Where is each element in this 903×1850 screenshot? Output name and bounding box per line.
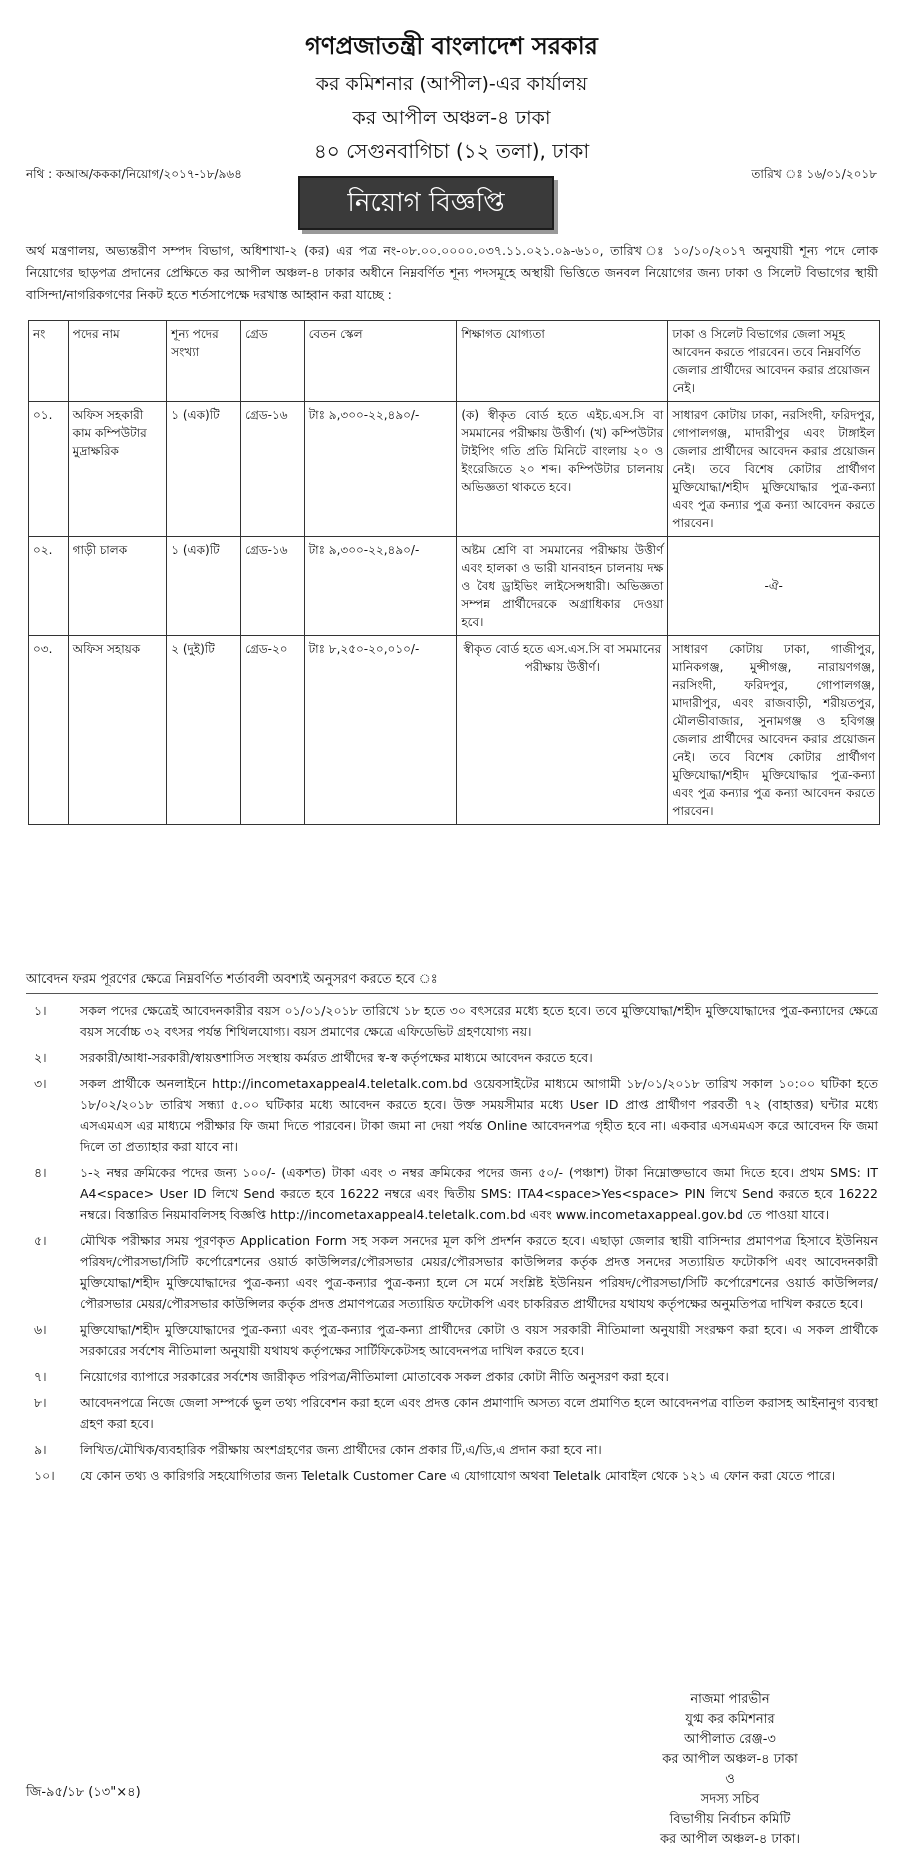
item-number: ৬।	[34, 1322, 47, 1337]
office-address: ৪০ সেগুনবাগিচা (১২ তলা), ঢাকা	[313, 139, 590, 163]
item-text: সকল প্রার্থীকে অনলাইনে http://incometaxappeal4.teletalk.com.bd ওয়েবসাইটের মাধ্যমে আগামী ১৮/০১/২০১৮ তারিখ সকাল ১০:০০ ঘটিকা হতে ১৮/০২/২০১৮ তারিখ সন্ধ্যা ৫.০০ ঘটিকার মধ্যে আবেদন করতে হবে। উক্ত সময়সীমার মধ্যে User ID প্রাপ্ত প্রার্থীগণ পরবর্তী ৭২ (বাহাত্তর) ঘন্টার মধ্যে এসএমএস এর মাধ্যমে পরীক্ষার ফি জমা দিতে পারবেন। টাকা জমা না দেয়া পর্যন্ত Online আবেদনপত্র গৃহীত হবে না। একবার এসএমএস করে আবেদন ফি জমা দিলে তা প্রত্যাহার করা যাবে না।	[80, 1076, 878, 1154]
cell-education: অষ্টম শ্রেণি বা সমমানের পরীক্ষায় উত্তীর্ণ এবং হালকা ও ভারী যানবাহন চালনায় দক্ষ ও বৈধ ড্রাইভিং লাইসেন্সধারী। অভিজ্ঞতা সম্পন্ন প্রার্থীদেরকে অগ্রাধিকার দেওয়া হবে।	[457, 537, 668, 636]
intro-paragraph: অর্থ মন্ত্রণালয়, অভ্যন্তরীণ সম্পদ বিভাগ, অধিশাখা-২ (কর) এর পত্র নং-০৮.০০.০০০০.০৩৭.১১.০২১.০৯-৬১০, তারিখ ঃ ১০/১০/২০১৭ অনুযায়ী শূন্য পদে লোক নিয়োগের ছাড়পত্র প্রদানের প্রেক্ষিতে কর আপীল অঞ্চল-৪ ঢাকার অধীনে নিম্নবর্ণিত শূন্য পদসমূহে অস্থায়ী ভিত্তিতে জনবল নিয়োগের জন্য ঢাকা ও সিলেট বিভাগের স্থায়ী বাসিন্দা/নাগরিকগণের নিকট হতে শর্তসাপেক্ষে দরখাস্ত আহ্বান করা যাচ্ছে :	[26, 243, 878, 302]
ad-code: জি-৯৫/১৮ (১৩"×৪)	[26, 1785, 141, 1800]
list-item	[26, 1162, 878, 1225]
item-number: ৪।	[34, 1165, 47, 1180]
item-number: ৯।	[34, 1442, 47, 1457]
header-grade: গ্রেড	[240, 321, 304, 402]
table-row	[29, 402, 880, 537]
list-item	[26, 1319, 878, 1361]
item-text: সরকারী/আধা-সরকারী/স্বায়ত্তশাসিত সংস্থায় কর্মরত প্রার্থীদের স্ব-স্ব কর্তৃপক্ষের মাধ্যমে আবেদন করতে হবে।	[80, 1050, 593, 1065]
cell-eligibility: সাধারণ কোটায় ঢাকা, গাজীপুর, মানিকগঞ্জ, মুন্সীগঞ্জ, নারায়ণগঞ্জ, নরসিংদী, ফরিদপুর, গোপালগঞ্জ, মাদারীপুর, এবং রাজবাড়ী, শরীয়তপুর, মৌলভীবাজার, সুনামগঞ্জ ও হবিগঞ্জ জেলার প্রার্থীদের আবেদন করার প্রয়োজন নেই। তবে বিশেষ কোটার প্রার্থীগণ মুক্তিযোদ্ধা/শহীদ মুক্তিযোদ্ধার পুত্র-কন্যা এবং পুত্র কন্যার পুত্র কন্যা আবেদন করতে পারবেন।	[668, 636, 880, 825]
zone-title: কর আপীল অঞ্চল-৪ ঢাকা	[352, 107, 551, 129]
signatory-and: ও	[725, 1772, 735, 1787]
item-text: সকল পদের ক্ষেত্রেই আবেদনকারীর বয়স ০১/০১/২০১৮ তারিখে ১৮ হতে ৩০ বৎসরের মধ্যে হতে হবে। তবে মুক্তিযোদ্ধা/শহীদ মুক্তিযোদ্ধাদের পুত্র-কন্যাদের ক্ষেত্রে বয়স সর্বোচ্চ ৩২ বৎসর পর্যন্ত শিথিলযোগ্য। বয়স প্রমাণের ক্ষেত্রে এফিডেভিট গ্রহণযোগ্য নয়।	[80, 1003, 878, 1039]
header-scale: বেতন স্কেল	[304, 321, 457, 402]
cell-name: অফিস সহায়ক	[68, 636, 167, 825]
item-text: লিখিত/মৌখিক/ব্যবহারিক পরীক্ষায় অংশগ্রহণের জন্য প্রার্থীদের কোন প্রকার টি,এ/ডি,এ প্রদান করা হবে না।	[80, 1442, 602, 1457]
cell-name: অফিস সহকারী কাম কম্পিউটার মুদ্রাক্ষরিক	[68, 402, 167, 537]
item-text: নিয়োগের ব্যাপারে সরকারের সর্বশেষ জারীকৃত পরিপত্র/নীতিমালা মোতাবেক সকল প্রকার কোটা নীতি অনুসরণ করা হবে।	[80, 1369, 669, 1384]
item-text: মৌখিক পরীক্ষার সময় পূরণকৃত Application Form সহ সকল সনদের মূল কপি প্রদর্শন করতে হবে। এছাড়া জেলার স্থায়ী বাসিন্দার প্রমাণপত্র হিসাবে ইউনিয়ন পরিষদ/পৌরসভা/সিটি কর্পোরেশনের ওয়ার্ড কাউন্সিলর/পৌরসভার মেয়র/পৌরসভার কাউন্সিলর কর্তৃক প্রদত্ত সনদের সত্যায়িত ফটোকপি এবং আবেদনকারী মুক্তিযোদ্ধা/শহীদ মুক্তিযোদ্ধাদের পুত্র-কন্যা এবং পুত্র-কন্যার পুত্র-কন্যা হলে সে মর্মে সংশ্লিষ্ট ইউনিয়ন পরিষদ/পৌরসভা/সিটি কর্পোরেশনের ওয়ার্ড কাউন্সিলর/পৌরসভার মেয়র/পৌরসভার কাউন্সিলর কর্তৃক প্রদত্ত প্রমাণপত্রের সত্যায়িত ফটোকপি এবং চাকরিরত প্রার্থীদের যথাযথ কর্তৃপক্ষের অনুমতিপত্র দাখিল করতে হবে।	[80, 1233, 878, 1311]
cell-count: ২ (দুই)টি	[167, 636, 241, 825]
cell-count: ১ (এক)টি	[167, 402, 241, 537]
cell-scale: টাঃ ৯,৩০০-২২,৪৯০/-	[304, 402, 457, 537]
list-item	[26, 1047, 878, 1068]
list-item	[26, 1073, 878, 1157]
signatory-name: নাজমা পারভীন	[690, 1692, 770, 1707]
signature-block	[590, 1690, 870, 1850]
list-item	[26, 1230, 878, 1314]
conditions-list	[26, 1000, 878, 1491]
cell-grade: গ্রেড-২০	[240, 636, 304, 825]
cell-no: ০২.	[29, 537, 69, 636]
item-number: ১।	[34, 1003, 47, 1018]
item-number: ১০।	[34, 1468, 55, 1483]
notice-date: তারিখ ঃ ১৬/০১/২০১৮	[751, 167, 877, 181]
cell-eligibility: সাধারণ কোটায় ঢাকা, নরসিংদী, ফরিদপুর, গোপালগঞ্জ, মাদারীপুর এবং টাঙ্গাইল জেলার প্রার্থীদের আবেদন করার প্রয়োজন নেই। তবে বিশেষ কোটার প্রার্থীগণ মুক্তিযোদ্ধা/শহীদ মুক্তিযোদ্ধার পুত্র-কন্যা এবং পুত্র কন্যার পুত্র কন্যা আবেদন করতে পারবেন।	[668, 402, 880, 537]
memo-number: নথি : কআঅ/কককা/নিয়োগ/২০১৭-১৮/৯৬৪	[26, 167, 242, 181]
item-text: মুক্তিযোদ্ধা/শহীদ মুক্তিযোদ্ধাদের পুত্র-কন্যা এবং পুত্র-কন্যার পুত্র-কন্যা প্রার্থীদের কোটা ও বয়স সরকারী নীতিমালা অনুযায়ী সংরক্ষণ করা হবে। এ সকল প্রার্থীকে সরকারের সর্বশেষ নীতিমালা অনুযায়ী যথাযথ কর্তৃপক্ষের সার্টিফিকেটসহ আবেদনপত্র দাখিল করতে হবে।	[80, 1322, 878, 1358]
item-text: যে কোন তথ্য ও কারিগরি সহযোগিতার জন্য Teletalk Customer Care এ যোগাযোগ অথবা Teletalk মোবাইল থেকে ১২১ এ ফোন করা যেতে পারে।	[80, 1468, 836, 1483]
signatory-committee: বিভাগীয় নির্বাচন কমিটি	[669, 1812, 791, 1827]
table-row	[29, 537, 880, 636]
cell-no: ০৩.	[29, 636, 69, 825]
cell-scale: টাঃ ৯,৩০০-২২,৪৯০/-	[304, 537, 457, 636]
conditions-title: আবেদন ফরম পূরণের ক্ষেত্রে নিম্নবর্ণিত শর্তাবলী অবশ্যই অনুসরণ করতে হবে ঃ	[26, 970, 878, 994]
list-item	[26, 1392, 878, 1434]
cell-grade: গ্রেড-১৬	[240, 537, 304, 636]
cell-no: ০১.	[29, 402, 69, 537]
cell-education: স্বীকৃত বোর্ড হতে এস.এস.সি বা সমমানের পরীক্ষায় উত্তীর্ণ।	[457, 636, 668, 825]
list-item	[26, 1439, 878, 1460]
header-no: নং	[29, 321, 69, 402]
cell-grade: গ্রেড-১৬	[240, 402, 304, 537]
signatory-office: কর আপীল অঞ্চল-৪ ঢাকা।	[659, 1832, 801, 1847]
item-number: ২।	[34, 1050, 47, 1065]
list-item	[26, 1000, 878, 1042]
item-number: ৫।	[34, 1233, 47, 1248]
item-number: ৩।	[34, 1076, 47, 1091]
list-item	[26, 1465, 878, 1486]
list-item	[26, 1366, 878, 1387]
notice-banner: নিয়োগ বিজ্ঞপ্তি	[298, 176, 554, 230]
office-title: কর কমিশনার (আপীল)-এর কার্যালয়	[315, 73, 588, 95]
signatory-role: সদস্য সচিব	[700, 1792, 760, 1807]
header-count: শূন্য পদের সংখ্যা	[167, 321, 241, 402]
cell-count: ১ (এক)টি	[167, 537, 241, 636]
signatory-zone: কর আপীল অঞ্চল-৪ ঢাকা	[662, 1752, 798, 1767]
table-header-row	[29, 321, 880, 402]
cell-eligibility: -ঐ-	[668, 537, 880, 636]
item-text: ১-২ নম্বর ক্রমিকের পদের জন্য ১০০/- (একশত) টাকা এবং ৩ নম্বর ক্রমিকের পদের জন্য ৫০/- (পঞ্চাশ) টাকা নিম্নোক্তভাবে জমা দিতে হবে। প্রথম SMS: IT A4<space> User ID লিখে Send করতে হবে 16222 নম্বরে এবং দ্বিতীয় SMS: ITA4<space>Yes<space> PIN লিখে Send করতে হবে 16222 নম্বরে। বিস্তারিত নিয়মাবলিসহ বিজ্ঞপ্তি http://incometaxappeal4.teletalk.com.bd এবং www.incometaxappeal.gov.bd তে পাওয়া যাবে।	[80, 1165, 878, 1222]
signatory-title: যুগ্ম কর কমিশনার	[685, 1712, 775, 1727]
item-text: আবেদনপত্রে নিজে জেলা সম্পর্কে ভুল তথ্য পরিবেশন করা হলে এবং প্রদত্ত কোন প্রমাণাদি অসত্য বলে প্রমাণিত হলে আবেদনপত্র বাতিল করাসহ আইনানুগ ব্যবস্থা গ্রহণ করা হবে।	[80, 1395, 878, 1431]
posts-table	[28, 320, 880, 825]
govt-title: গণপ্রজাতন্ত্রী বাংলাদেশ সরকার	[305, 32, 598, 60]
signatory-range: আপীলাত রেঞ্জ-৩	[684, 1732, 776, 1747]
item-number: ৮।	[34, 1395, 47, 1410]
table-row	[29, 636, 880, 825]
header-education: শিক্ষাগত যোগ্যতা	[457, 321, 668, 402]
cell-education: (ক) স্বীকৃত বোর্ড হতে এইচ.এস.সি বা সমমানের পরীক্ষায় উত্তীর্ণ। (খ) কম্পিউটার টাইপিং গতি প্রতি মিনিটে বাংলায় ২০ ও ইংরেজিতে ২০ শব্দ। কম্পিউটার চালনায় অভিজ্ঞতা থাকতে হবে।	[457, 402, 668, 537]
cell-scale: টাঃ ৮,২৫০-২০,০১০/-	[304, 636, 457, 825]
item-number: ৭।	[34, 1369, 47, 1384]
cell-name: গাড়ী চালক	[68, 537, 167, 636]
header-eligibility: ঢাকা ও সিলেট বিভাগের জেলা সমূহ আবেদন করতে পারবেন। তবে নিম্নবর্ণিত জেলার প্রার্থীদের আবেদন করার প্রয়োজন নেই।	[668, 321, 880, 402]
header-name: পদের নাম	[68, 321, 167, 402]
